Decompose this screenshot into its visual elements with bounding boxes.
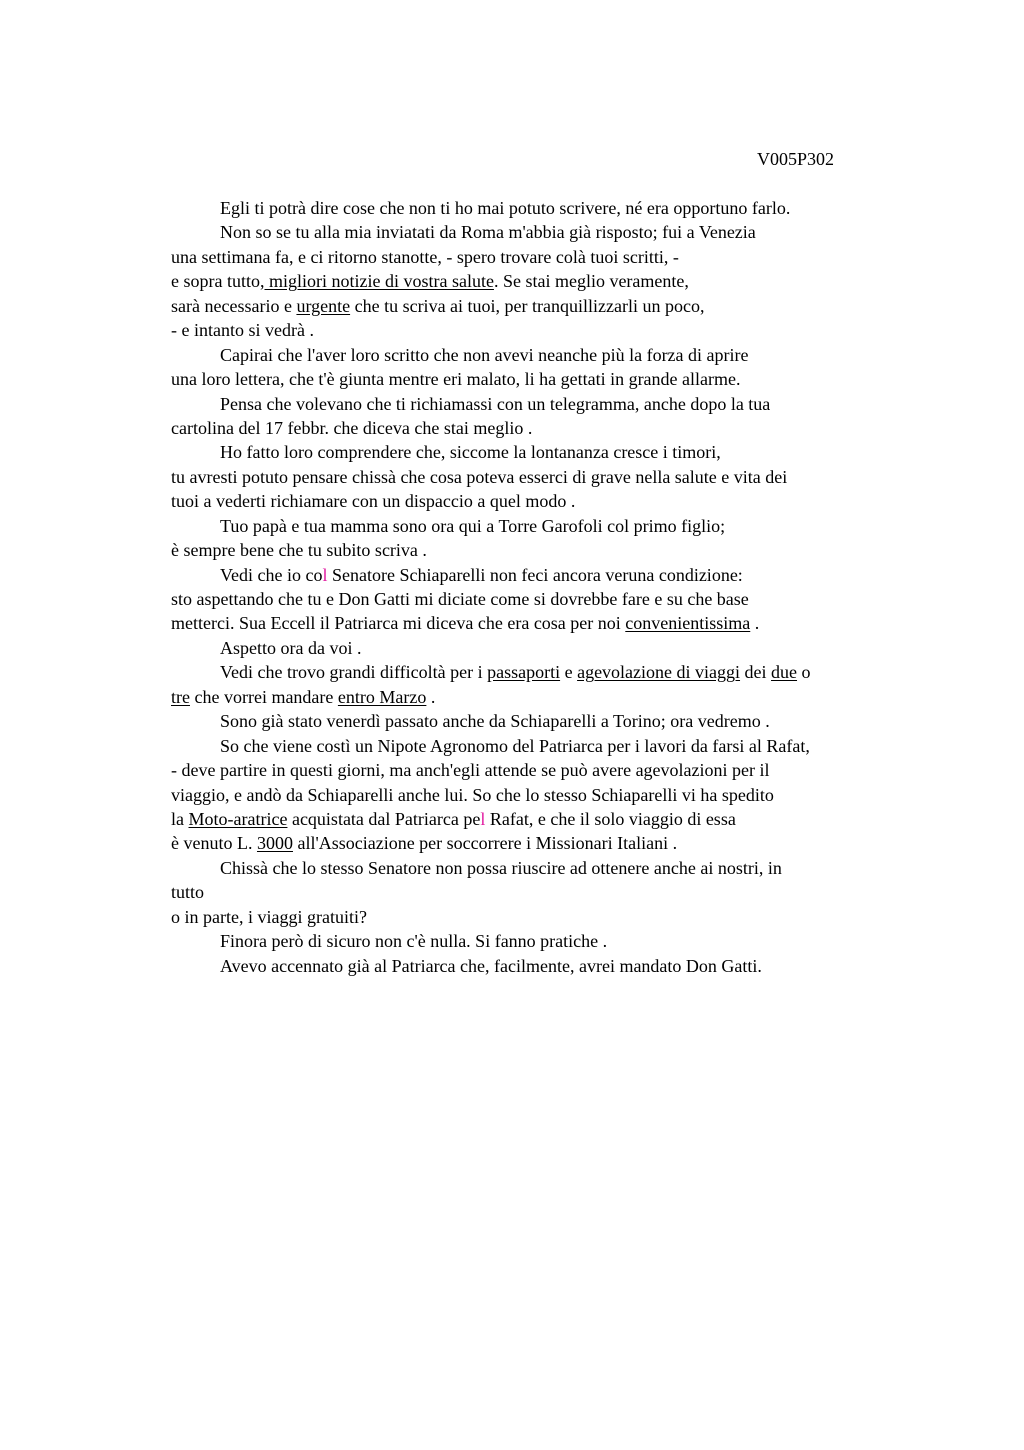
text-line [171,440,951,464]
text-run: o in parte, i viaggi gratuiti? [171,906,367,927]
text-run: Senatore Schiaparelli non feci ancora veruna condizione: [327,564,743,585]
text-line [171,636,951,660]
text-line [171,611,951,635]
text-line [171,758,951,782]
underlined-text: Moto-aratrice [188,808,288,829]
underlined-text: agevolazione di viaggi [577,662,741,683]
text-line [171,709,951,733]
text-run: Chissà che lo stesso Senatore non possa riuscire ad ottenere anche ai nostri, in [220,857,782,878]
text-run: Vedi che io co [220,564,323,585]
text-line [171,954,951,978]
text-line [171,220,951,244]
text-run: sto aspettando che tu e Don Gatti mi diciate come si dovrebbe fare e su che base [171,589,749,609]
underlined-text: urgente [296,295,351,316]
highlighted-letter: l [480,808,486,829]
text-run: una settimana fa, e ci ritorno stanotte, - spero trovare colà tuoi scritti, - [171,246,679,267]
text-run: So che viene costì un Nipote Agronomo del Patriarca per i lavori da farsi al Rafat, [220,735,810,756]
text-line [171,929,951,953]
text-line [171,660,951,684]
underlined-text: due [771,662,798,683]
text-run: Pensa che volevano che ti richiamassi con un telegramma, anche dopo la tua [220,393,771,414]
text-line [171,905,951,929]
text-run: tutto [171,882,205,903]
text-run: Avevo accennato già al Patriarca che, facilmente, avrei mandato Don Gatti. [220,955,762,976]
text-line [171,807,951,831]
underlined-text: entro Marzo [337,686,427,707]
text-run: . Se stai meglio veramente, [493,271,689,292]
text-run: Finora però di sicuro non c'è nulla. Si fanno pratiche . [220,931,608,952]
text-run: Capirai che l'aver loro scritto che non avevi neanche più la forza di aprire [220,344,749,365]
text-run: - deve partire in questi giorni, ma anch'egli attende se può avere agevolazioni per il [171,760,770,781]
text-run: dei [740,662,772,683]
underlined-text: convenientissima [625,613,751,634]
text-run: e [560,662,578,683]
text-line [171,880,951,904]
text-run: tu avresti potuto pensare chissà che cosa poteva esserci di grave nella salute e vita dei [171,466,788,487]
text-run: viaggio, e andò da Schiaparelli anche lui. So che lo stesso Schiaparelli vi ha spedito [171,784,774,805]
text-run: . [426,686,436,707]
text-line [171,367,951,391]
text-run: Non so se tu alla mia inviatati da Roma m'abbia già risposto; fui a Venezia [220,222,756,243]
text-line [171,294,951,318]
text-line [171,318,951,342]
text-line [171,856,951,880]
text-line [171,587,951,611]
text-run: Egli ti potrà dire cose che non ti ho mai potuto scrivere, né era opportuno farlo. [220,198,791,218]
text-line [171,563,951,587]
text-run: Aspetto ora da voi . [220,637,362,658]
text-line [171,831,951,855]
text-run: acquistata dal Patriarca pe [287,808,481,829]
text-run: sarà necessario e [171,295,297,316]
text-run: cartolina del 17 febbr. che diceva che stai meglio . [171,417,533,438]
text-run: una loro lettera, che t'è giunta mentre eri malato, li ha gettati in grande allarme. [171,369,741,390]
text-run: Sono già stato venerdì passato anche da Schiaparelli a Torino; ora vedremo . [220,711,770,732]
text-line [171,514,951,538]
underlined-text: 3000 [256,833,293,854]
text-line [171,416,951,440]
text-line [171,489,951,513]
text-run: la [171,808,189,829]
text-run: . [750,613,760,634]
page-id: V005P302 [757,149,835,169]
text-line [171,343,951,367]
text-run: - e intanto si vedrà . [171,320,314,341]
text-line [171,196,951,220]
text-line [171,685,951,709]
text-run: Rafat, e che il solo viaggio di essa [485,808,736,829]
text-line [171,783,951,807]
text-run: metterci. Sua Eccell il Patriarca mi diceva che era cosa per noi [171,613,626,634]
underlined-text: tre [171,686,190,707]
text-run: è sempre bene che tu subito scriva . [171,540,427,561]
text-run: Tuo papà e tua mamma sono ora qui a Torre Garofoli col primo figlio; [220,515,726,536]
text-line [171,392,951,416]
text-run: Ho fatto loro comprendere che, siccome la lontananza cresce i timori, [220,442,721,463]
text-run: all'Associazione per soccorrere i Missionari Italiani . [292,833,678,854]
text-run: è venuto L. [171,833,257,854]
text-line [171,734,951,758]
text-run: Vedi che trovo grandi difficoltà per i [220,662,488,683]
text-line [171,465,951,489]
text-run: che tu scriva ai tuoi, per tranquillizzarli un poco, [350,295,705,316]
highlighted-letter: l [322,564,328,585]
underlined-text: passaporti [487,662,561,683]
text-run: o [797,662,811,683]
letter-body [171,196,951,978]
text-run: che vorrei mandare [189,686,338,707]
text-line [171,538,951,562]
text-line [171,269,951,293]
text-run: e sopra tutto, [171,271,265,292]
underlined-text: migliori notizie di vostra salute [264,271,494,292]
text-run: tuoi a vederti richiamare con un dispaccio a quel modo . [171,491,576,512]
text-line [171,245,951,269]
